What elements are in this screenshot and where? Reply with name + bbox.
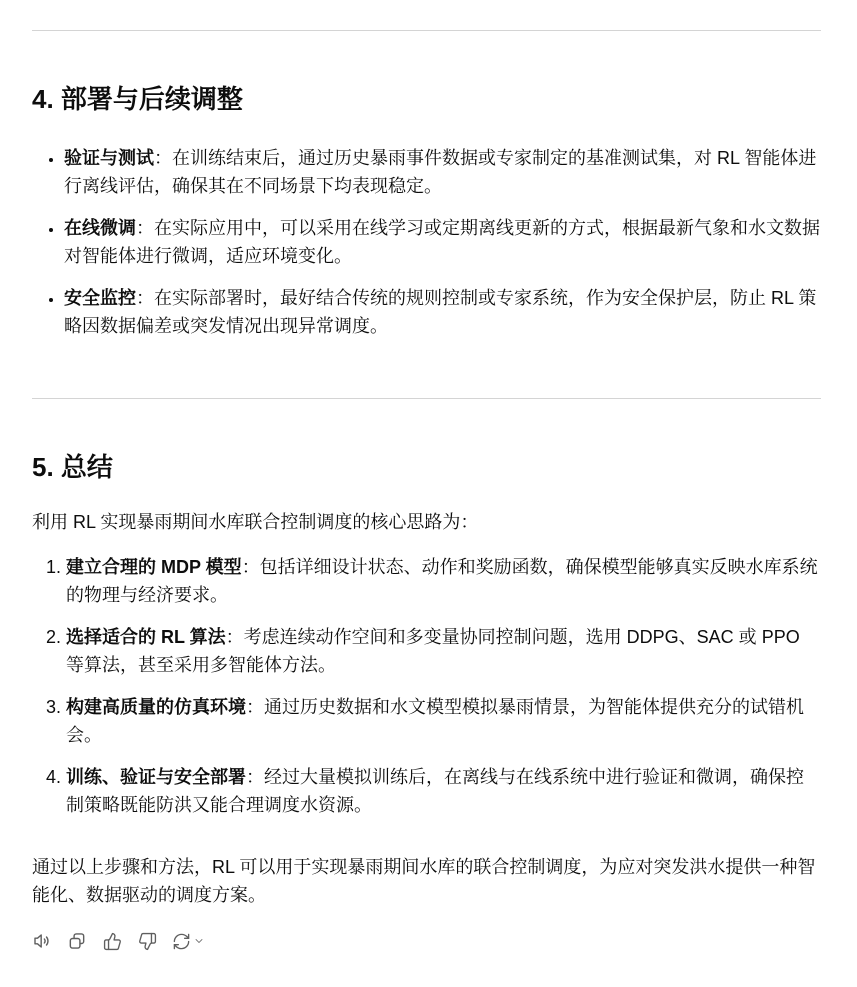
list-item <box>64 214 821 270</box>
list-item <box>66 623 821 679</box>
section5-heading: 5. 总结 <box>32 451 113 482</box>
list-item <box>64 144 821 200</box>
summary-numbered-list <box>32 553 821 819</box>
section4-heading: 4. 部署与后续调整 <box>32 84 243 114</box>
message-action-toolbar <box>32 926 821 956</box>
list-item <box>66 763 821 819</box>
read-aloud-icon <box>32 931 52 951</box>
list-item-text: ：经过大量模拟训练后，在离线与在线系统中进行验证和微调，确保控制策略既能防洪又能合理调度水资源。 <box>66 767 804 815</box>
section-divider <box>32 398 821 399</box>
list-item-term: 训练、验证与安全部署 <box>66 767 246 787</box>
list-item-text: ：在实际部署时，最好结合传统的规则控制或专家系统，作为安全保护层，防止 RL 策略因数据偏差或突发情况出现异常调度。 <box>64 287 817 336</box>
chevron-down-icon <box>193 935 205 947</box>
list-item-term: 安全监控 <box>64 287 136 308</box>
thumbs-down-button[interactable] <box>137 926 157 956</box>
list-item <box>66 553 821 609</box>
copy-button[interactable] <box>67 926 87 956</box>
closing-paragraph: 通过以上步骤和方法，RL 可以用于实现暴雨期间水库的联合控制调度，为应对突发洪水提供一种智能化、数据驱动的调度方案。 <box>32 857 816 905</box>
list-item-text: ：通过历史数据和水文模型模拟暴雨情景，为智能体提供充分的试错机会。 <box>66 697 804 745</box>
copy-icon <box>67 931 87 951</box>
section-divider <box>32 30 821 31</box>
list-item <box>64 284 821 340</box>
list-item-text: ：包括详细设计状态、动作和奖励函数，确保模型能够真实反映水库系统的物理与经济要求。 <box>66 557 818 605</box>
summary-intro: 利用 RL 实现暴雨期间水库联合控制调度的核心思路为： <box>32 512 479 532</box>
thumbs-up-icon <box>103 932 122 951</box>
deployment-bullet-list <box>32 144 821 340</box>
list-item-term: 建立合理的 MDP 模型 <box>66 557 242 577</box>
list-item-text: ：在实际应用中，可以采用在线学习或定期离线更新的方式，根据最新气象和水文数据对智能体进行微调，适应环境变化。 <box>64 217 820 266</box>
regenerate-button[interactable] <box>172 926 205 956</box>
assistant-message <box>0 30 857 956</box>
thumbs-up-button[interactable] <box>102 926 122 956</box>
regenerate-icon <box>172 932 191 951</box>
list-item-term: 在线微调 <box>64 217 136 238</box>
list-item-text: ：考虑连续动作空间和多变量协同控制问题，选用 DDPG、SAC 或 PPO 等算法，甚至采用多智能体方法。 <box>66 627 800 675</box>
thumbs-down-icon <box>138 932 157 951</box>
list-item-term: 构建高质量的仿真环境 <box>66 697 246 717</box>
list-item-text: ：在训练结束后，通过历史暴雨事件数据或专家制定的基准测试集，对 RL 智能体进行离线评估，确保其在不同场景下均表现稳定。 <box>64 147 817 196</box>
list-item-term: 验证与测试 <box>64 147 154 168</box>
list-item <box>66 693 821 749</box>
list-item-term: 选择适合的 RL 算法 <box>66 627 226 647</box>
read-aloud-button[interactable] <box>32 926 52 956</box>
